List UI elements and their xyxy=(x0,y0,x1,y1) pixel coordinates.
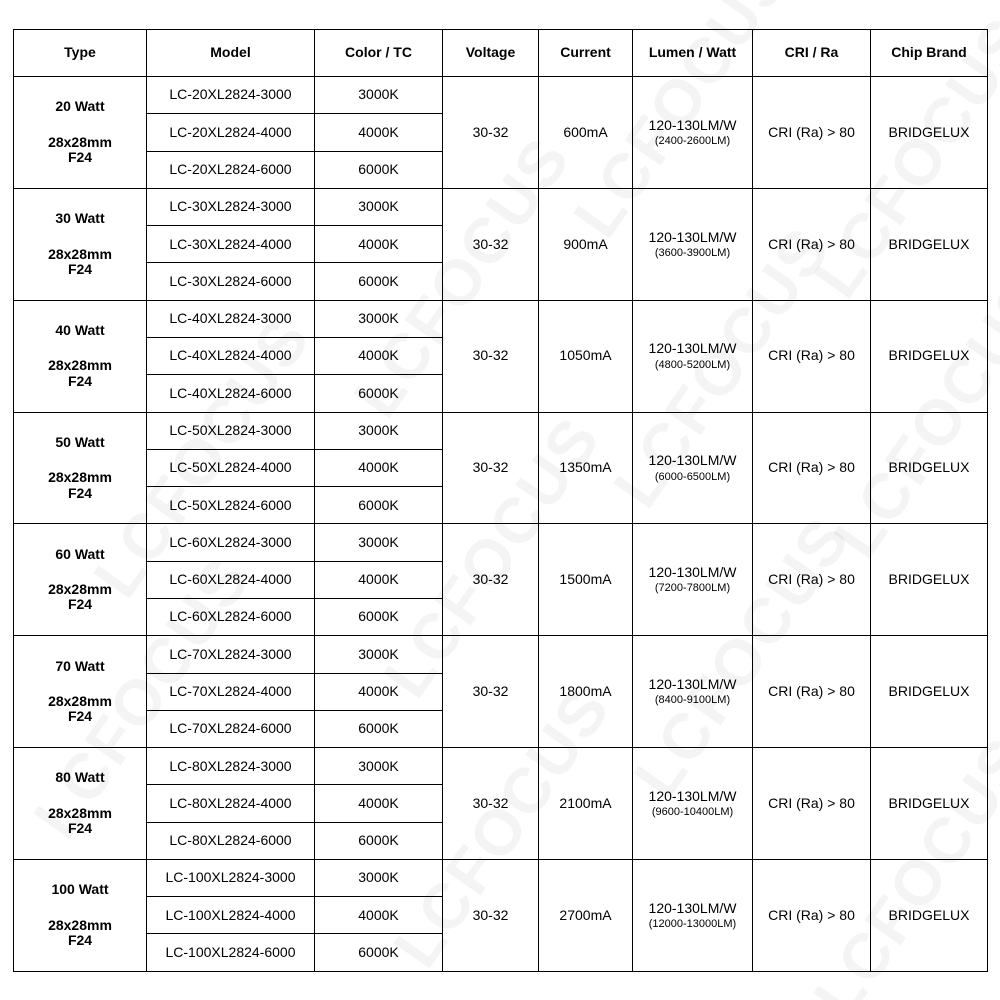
model-cell: LC-100XL2824-4000 xyxy=(147,897,315,934)
type-code: F24 xyxy=(67,372,93,389)
chip-brand-cell: BRIDGELUX xyxy=(871,300,988,412)
lumen-efficacy: 120-130LM/W xyxy=(648,787,737,804)
voltage-cell: 30-32 xyxy=(443,859,539,971)
current-cell: 600mA xyxy=(539,77,633,189)
model-cell: LC-80XL2824-3000 xyxy=(147,748,315,785)
model-cell: LC-20XL2824-4000 xyxy=(147,114,315,151)
lumen-efficacy: 120-130LM/W xyxy=(648,452,737,469)
table-row xyxy=(14,748,988,785)
type-cell xyxy=(14,188,147,300)
color-tc-cell: 4000K xyxy=(315,114,443,151)
voltage-cell: 30-32 xyxy=(443,300,539,412)
type-watt: 80 Watt xyxy=(55,769,105,786)
cri-cell: CRI (Ra) > 80 xyxy=(753,300,871,412)
chip-brand-cell: BRIDGELUX xyxy=(871,636,988,748)
model-cell: LC-70XL2824-4000 xyxy=(147,673,315,710)
model-cell: LC-50XL2824-6000 xyxy=(147,487,315,524)
header-current: Current xyxy=(539,30,633,77)
color-tc-cell: 4000K xyxy=(315,449,443,486)
lumen-efficacy: 120-130LM/W xyxy=(648,564,737,581)
type-size: 28x28mm xyxy=(48,469,112,486)
type-size: 28x28mm xyxy=(48,916,112,933)
chip-brand-cell: BRIDGELUX xyxy=(871,188,988,300)
model-cell: LC-60XL2824-6000 xyxy=(147,598,315,635)
model-cell: LC-100XL2824-3000 xyxy=(147,859,315,896)
color-tc-cell: 3000K xyxy=(315,188,443,225)
model-cell: LC-40XL2824-6000 xyxy=(147,375,315,412)
type-code: F24 xyxy=(67,596,93,613)
current-cell: 900mA xyxy=(539,188,633,300)
chip-brand-cell: BRIDGELUX xyxy=(871,748,988,860)
chip-brand-cell: BRIDGELUX xyxy=(871,77,988,189)
color-tc-cell: 3000K xyxy=(315,412,443,449)
lumen-efficacy: 120-130LM/W xyxy=(648,340,737,357)
model-cell: LC-30XL2824-3000 xyxy=(147,188,315,225)
color-tc-cell: 4000K xyxy=(315,561,443,598)
color-tc-cell: 4000K xyxy=(315,337,443,374)
cri-cell: CRI (Ra) > 80 xyxy=(753,188,871,300)
spec-table-body xyxy=(14,77,988,972)
type-cell xyxy=(14,524,147,636)
header-lumen-watt: Lumen / Watt xyxy=(633,30,753,77)
current-cell: 1500mA xyxy=(539,524,633,636)
color-tc-cell: 3000K xyxy=(315,636,443,673)
type-cell xyxy=(14,412,147,524)
lumen-efficacy: 120-130LM/W xyxy=(648,116,737,133)
lumen-cell xyxy=(633,859,753,971)
lumen-efficacy: 120-130LM/W xyxy=(648,675,737,692)
lumen-cell xyxy=(633,636,753,748)
chip-brand-cell: BRIDGELUX xyxy=(871,412,988,524)
color-tc-cell: 6000K xyxy=(315,487,443,524)
type-cell xyxy=(14,748,147,860)
lumen-cell xyxy=(633,188,753,300)
header-row xyxy=(14,30,988,77)
lumen-range: (3600-3900LM) xyxy=(654,246,731,259)
type-watt: 30 Watt xyxy=(55,210,105,227)
color-tc-cell: 3000K xyxy=(315,300,443,337)
lumen-efficacy: 120-130LM/W xyxy=(648,228,737,245)
model-cell: LC-50XL2824-4000 xyxy=(147,449,315,486)
lumen-range: (2400-2600LM) xyxy=(654,135,731,148)
type-size: 28x28mm xyxy=(48,692,112,709)
color-tc-cell: 3000K xyxy=(315,859,443,896)
type-cell xyxy=(14,636,147,748)
spec-table xyxy=(13,29,988,972)
current-cell: 1050mA xyxy=(539,300,633,412)
type-code: F24 xyxy=(67,708,93,725)
model-cell: LC-50XL2824-3000 xyxy=(147,412,315,449)
table-row xyxy=(14,188,988,225)
current-cell: 2100mA xyxy=(539,748,633,860)
type-cell xyxy=(14,77,147,189)
color-tc-cell: 4000K xyxy=(315,226,443,263)
lumen-cell xyxy=(633,77,753,189)
type-watt: 20 Watt xyxy=(55,98,105,115)
type-code: F24 xyxy=(67,932,93,949)
model-cell: LC-80XL2824-4000 xyxy=(147,785,315,822)
header-voltage: Voltage xyxy=(443,30,539,77)
model-cell: LC-20XL2824-3000 xyxy=(147,77,315,114)
color-tc-cell: 4000K xyxy=(315,673,443,710)
current-cell: 1800mA xyxy=(539,636,633,748)
model-cell: LC-30XL2824-6000 xyxy=(147,263,315,300)
type-watt: 70 Watt xyxy=(55,657,105,674)
model-cell: LC-60XL2824-4000 xyxy=(147,561,315,598)
model-cell: LC-80XL2824-6000 xyxy=(147,822,315,859)
model-cell: LC-20XL2824-6000 xyxy=(147,151,315,188)
color-tc-cell: 4000K xyxy=(315,897,443,934)
model-cell: LC-100XL2824-6000 xyxy=(147,934,315,972)
color-tc-cell: 4000K xyxy=(315,785,443,822)
color-tc-cell: 6000K xyxy=(315,598,443,635)
table-row xyxy=(14,300,988,337)
type-code: F24 xyxy=(67,820,93,837)
header-chip-brand: Chip Brand xyxy=(871,30,988,77)
model-cell: LC-30XL2824-4000 xyxy=(147,226,315,263)
lumen-range: (8400-9100LM) xyxy=(654,694,731,707)
type-size: 28x28mm xyxy=(48,133,112,150)
model-cell: LC-70XL2824-3000 xyxy=(147,636,315,673)
type-watt: 50 Watt xyxy=(55,433,105,450)
lumen-range: (12000-13000LM) xyxy=(648,918,737,931)
type-size: 28x28mm xyxy=(48,804,112,821)
voltage-cell: 30-32 xyxy=(443,188,539,300)
voltage-cell: 30-32 xyxy=(443,524,539,636)
model-cell: LC-40XL2824-3000 xyxy=(147,300,315,337)
model-cell: LC-70XL2824-6000 xyxy=(147,710,315,747)
cri-cell: CRI (Ra) > 80 xyxy=(753,859,871,971)
chip-brand-cell: BRIDGELUX xyxy=(871,859,988,971)
type-size: 28x28mm xyxy=(48,245,112,262)
cri-cell: CRI (Ra) > 80 xyxy=(753,636,871,748)
voltage-cell: 30-32 xyxy=(443,636,539,748)
color-tc-cell: 3000K xyxy=(315,524,443,561)
type-watt: 60 Watt xyxy=(55,545,105,562)
color-tc-cell: 6000K xyxy=(315,375,443,412)
type-cell xyxy=(14,300,147,412)
header-model: Model xyxy=(147,30,315,77)
model-cell: LC-60XL2824-3000 xyxy=(147,524,315,561)
type-watt: 40 Watt xyxy=(55,322,105,339)
type-code: F24 xyxy=(67,484,93,501)
color-tc-cell: 6000K xyxy=(315,710,443,747)
lumen-range: (6000-6500LM) xyxy=(654,470,731,483)
lumen-cell xyxy=(633,412,753,524)
lumen-cell xyxy=(633,300,753,412)
cri-cell: CRI (Ra) > 80 xyxy=(753,77,871,189)
table-row xyxy=(14,412,988,449)
cri-cell: CRI (Ra) > 80 xyxy=(753,524,871,636)
table-row xyxy=(14,524,988,561)
type-watt: 100 Watt xyxy=(51,881,109,898)
table-row xyxy=(14,77,988,114)
table-row xyxy=(14,636,988,673)
current-cell: 2700mA xyxy=(539,859,633,971)
header-type: Type xyxy=(14,30,147,77)
lumen-range: (7200-7800LM) xyxy=(654,582,731,595)
color-tc-cell: 3000K xyxy=(315,77,443,114)
type-code: F24 xyxy=(67,260,93,277)
color-tc-cell: 3000K xyxy=(315,748,443,785)
cri-cell: CRI (Ra) > 80 xyxy=(753,412,871,524)
type-size: 28x28mm xyxy=(48,581,112,598)
type-cell xyxy=(14,859,147,971)
color-tc-cell: 6000K xyxy=(315,934,443,972)
chip-brand-cell: BRIDGELUX xyxy=(871,524,988,636)
voltage-cell: 30-32 xyxy=(443,77,539,189)
lumen-cell xyxy=(633,748,753,860)
voltage-cell: 30-32 xyxy=(443,412,539,524)
lumen-cell xyxy=(633,524,753,636)
current-cell: 1350mA xyxy=(539,412,633,524)
color-tc-cell: 6000K xyxy=(315,263,443,300)
lumen-range: (9600-10400LM) xyxy=(651,806,734,819)
type-code: F24 xyxy=(67,149,93,166)
header-cri-ra: CRI / Ra xyxy=(753,30,871,77)
header-color-tc: Color / TC xyxy=(315,30,443,77)
color-tc-cell: 6000K xyxy=(315,822,443,859)
type-size: 28x28mm xyxy=(48,357,112,374)
model-cell: LC-40XL2824-4000 xyxy=(147,337,315,374)
voltage-cell: 30-32 xyxy=(443,748,539,860)
color-tc-cell: 6000K xyxy=(315,151,443,188)
lumen-range: (4800-5200LM) xyxy=(654,358,731,371)
lumen-efficacy: 120-130LM/W xyxy=(648,899,737,916)
cri-cell: CRI (Ra) > 80 xyxy=(753,748,871,860)
table-row xyxy=(14,859,988,896)
